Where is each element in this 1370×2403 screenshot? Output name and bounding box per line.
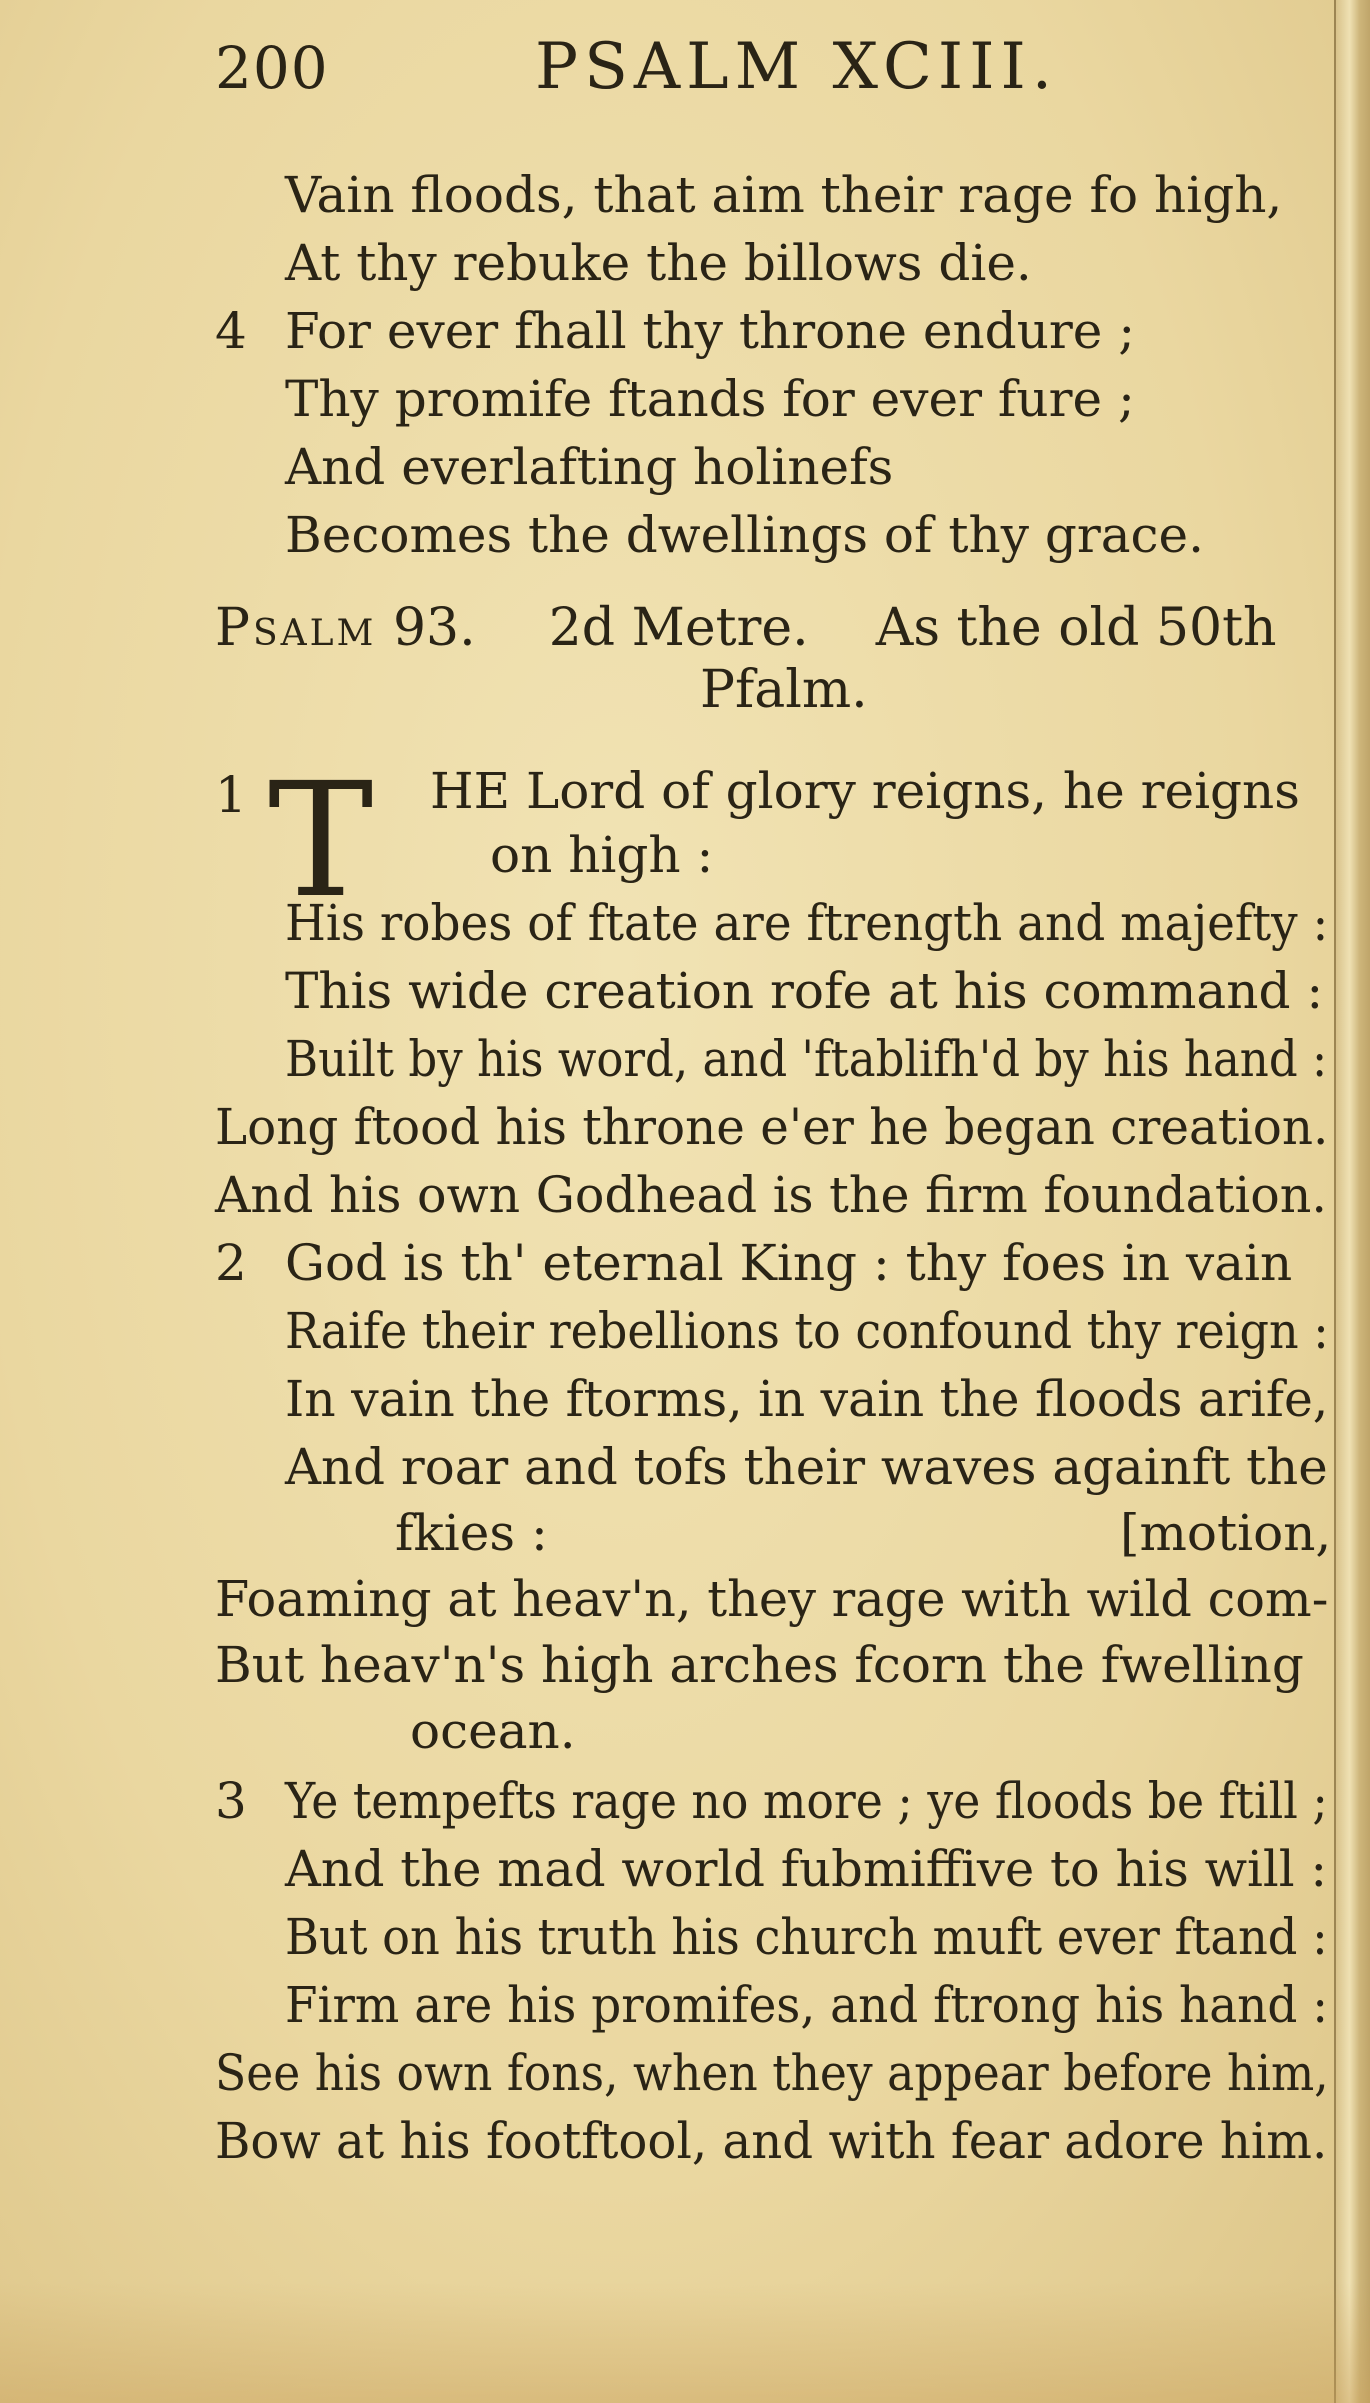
verse-line-turnover: [motion, bbox=[1120, 1504, 1332, 1562]
verse-line: This wide creation rofe at his command : bbox=[285, 962, 1324, 1020]
verse-line: Built by his word, and 'ftablifh'd by his hand : bbox=[285, 1030, 1328, 1088]
verse-line: But heav'n's high arches fcorn the fwelling bbox=[215, 1636, 1304, 1694]
verse-line-turnover: fkies : bbox=[395, 1504, 548, 1562]
running-head: PSALM XCIII. bbox=[535, 30, 1059, 104]
verse-line: Vain floods, that aim their rage fo high, bbox=[285, 166, 1283, 224]
verse-line: HE Lord of glory reigns, he reigns bbox=[430, 762, 1300, 820]
page-spine bbox=[1334, 0, 1370, 2403]
verse-line: In vain the ftorms, in vain the floods arife, bbox=[285, 1370, 1329, 1428]
verse-line: Firm are his promifes, and ftrong his hand : bbox=[285, 1976, 1328, 2034]
verse-line: Raife their rebellions to confound thy reign : bbox=[285, 1302, 1329, 1360]
verse-line: And his own Godhead is the firm foundation. bbox=[215, 1166, 1327, 1224]
drop-cap: T bbox=[268, 749, 374, 933]
verse-line: God is th' eternal King : thy foes in vain bbox=[285, 1234, 1293, 1292]
verse-number: 3 bbox=[215, 1772, 247, 1830]
verse-number: 1 bbox=[215, 766, 247, 824]
verse-line-turnover: ocean. bbox=[410, 1702, 576, 1760]
page-number: 200 bbox=[215, 34, 329, 102]
verse-line: Foaming at heav'n, they rage with wild com- bbox=[215, 1570, 1329, 1628]
verse-line: See his own fons, when they appear before him, bbox=[215, 2044, 1329, 2102]
verse-line: And the mad world fubmiffive to his will : bbox=[285, 1840, 1328, 1898]
verse-line: Becomes the dwellings of thy grace. bbox=[285, 506, 1205, 564]
verse-line: Long ftood his throne e'er he began creation. bbox=[215, 1098, 1329, 1156]
paper-stain bbox=[0, 2283, 1370, 2403]
verse-number: 4 bbox=[215, 302, 247, 360]
verse-line: Ye tempefts rage no more ; ye floods be ftill ; bbox=[285, 1772, 1328, 1830]
psalm-heading bbox=[215, 598, 1277, 658]
psalm-number: 93. bbox=[392, 598, 476, 658]
psalm-tune: As the old 50th bbox=[875, 598, 1277, 658]
verse-line: on high : bbox=[490, 826, 714, 884]
verse-line: His robes of ftate are ftrength and majefty : bbox=[285, 894, 1329, 952]
verse-line: At thy rebuke the billows die. bbox=[285, 234, 1032, 292]
psalm-metre: 2d Metre. bbox=[548, 598, 809, 658]
verse-line: For ever fhall thy throne endure ; bbox=[285, 302, 1136, 360]
verse-line: Thy promife ftands for ever fure ; bbox=[285, 370, 1135, 428]
psalm-label: Psalm bbox=[215, 598, 377, 658]
verse-line: And everlafting holinefs bbox=[285, 438, 894, 496]
verse-number: 2 bbox=[215, 1234, 247, 1292]
page-header bbox=[0, 30, 1336, 110]
verse-line: But on his truth his church muft ever ftand : bbox=[285, 1908, 1328, 1966]
psalm-tune-continued: Pfalm. bbox=[700, 660, 868, 720]
verse-line: Bow at his footftool, and with fear adore him. bbox=[215, 2112, 1328, 2170]
verse-line: And roar and tofs their waves againft the bbox=[285, 1438, 1328, 1496]
